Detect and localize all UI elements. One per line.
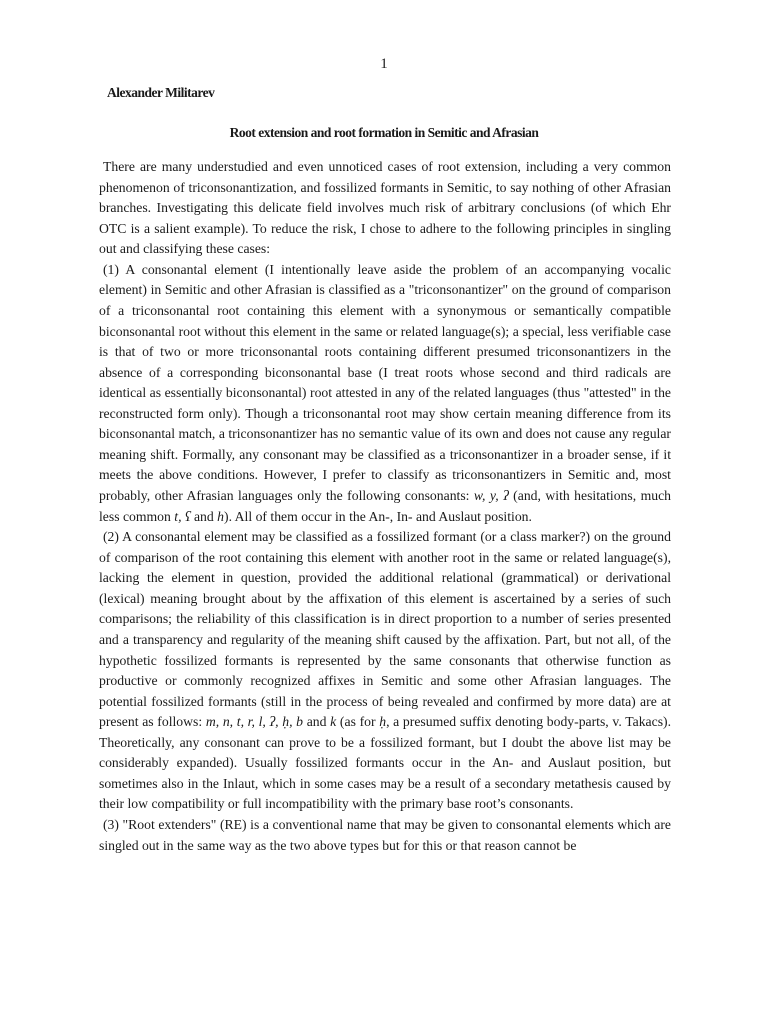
p1-text-d: ). All of them occur in the An-, In- and Auslaut position. bbox=[224, 508, 532, 524]
paragraph-intro bbox=[99, 157, 671, 260]
intro-text: There are many understudied and even unnoticed cases of root extension, including a very common phenomenon of triconsonantization, and fossilized formants in Semitic, to say nothing of other Afrasian branches. Investigating this delicate field involves much risk of arbitrary conclusions (of which Ehr OTC is a salient example). To reduce the risk, I chose to adhere to the following principles in singling out and classifying these cases: bbox=[99, 159, 671, 257]
p1-text-c: and bbox=[190, 508, 218, 524]
p2-k: k bbox=[330, 714, 337, 730]
page-number: 1 bbox=[380, 56, 388, 72]
author-name: Alexander Militarev bbox=[107, 85, 215, 100]
p1-rare-consonants: t, ʕ bbox=[174, 508, 191, 524]
body-text bbox=[99, 157, 671, 856]
p1-consonants: w, y, ʔ bbox=[473, 488, 509, 503]
p1-text-b: (and, with hesitations, much less common bbox=[99, 488, 671, 524]
paragraph-3 bbox=[99, 815, 671, 856]
paragraph-1 bbox=[99, 260, 671, 527]
p2-text-c: (as for bbox=[336, 714, 380, 730]
paper-title: Root extension and root formation in Semitic and Afrasian bbox=[229, 125, 539, 140]
paragraph-2 bbox=[99, 527, 671, 815]
p2-text-a: (2) A consonantal element may be classified as a fossilized formant (or a class marker?) on the ground of comparison of the root containing this element with another root in the same or related language(s), lacking the element in question, provided the additional relational (grammatical) or derivational (lexical) meaning brought about by the affixation of this element is ascertained by a series of such comparisons; the reliability of this classification is in direct proportion to a number of series presented and a transparency and regularity of the meaning shift caused by the affixation. Part, but not all, of the hypothetic fossilized formants is represented by the same consonants that otherwise function as productive or commonly recognized affixes in Semitic and some other Afrasian languages. The potential fossilized formants (still in the process of being revealed and confirmed by more data) are at present as follows: bbox=[99, 529, 671, 730]
p1-h: h bbox=[217, 508, 225, 524]
p2-text-d: , a presumed suffix denoting body-parts, v. Takacs). Theoretically, any consonant can prove to be a fossilized formant, but I doubt the above list may be considerably expanded). Usually fossilized formants occur in the An- and Auslaut position, but sometimes also in the Inlaut, which in some cases may be a result of a secondary metathesis caused by their low compatibility or full incompatibility with the primary base root’s consonants. bbox=[99, 714, 672, 812]
p3-text: (3) "Root extenders" (RE) is a conventional name that may be given to consonantal elements which are singled out in the same way as the two above types but for this or that reason cannot be bbox=[99, 817, 671, 853]
p2-formant-list: m, n, t, r, l, ʔ, ḥ, b bbox=[205, 714, 304, 730]
p1-text-a: (1) A consonantal element (I intentionally leave aside the problem of an accompanying vocalic element) in Semitic and other Afrasian is classified as a "triconsonantizer" on the ground of comparison of a triconsonantal root containing this element with a synonymous or semantically compatible biconsonantal root without this element in the same or related language(s); a special, less verifiable case is that of two or more triconsonantal roots containing different presumed triconsonantizers in the absence of a corresponding biconsonantal base (I treat roots whose second and third radicals are identical as essentially biconsonantal) root attested in any of the related languages (thus "attested" in the reconstructed form only). Though a triconsonantal root may show certain meaning difference from its biconsonantal match, a triconsonantizer has no semantic value of its own and does not cause any regular meaning shift. Formally, any consonant may be classified as a triconsonantizer in a broader sense, if it meets the above conditions. However, I prefer to classify as triconsonantizers in Semitic and, most probably, other Afrasian languages only the following consonants: bbox=[99, 261, 671, 503]
p2-h: ḥ bbox=[379, 714, 387, 730]
p2-text-b: and bbox=[303, 714, 331, 730]
